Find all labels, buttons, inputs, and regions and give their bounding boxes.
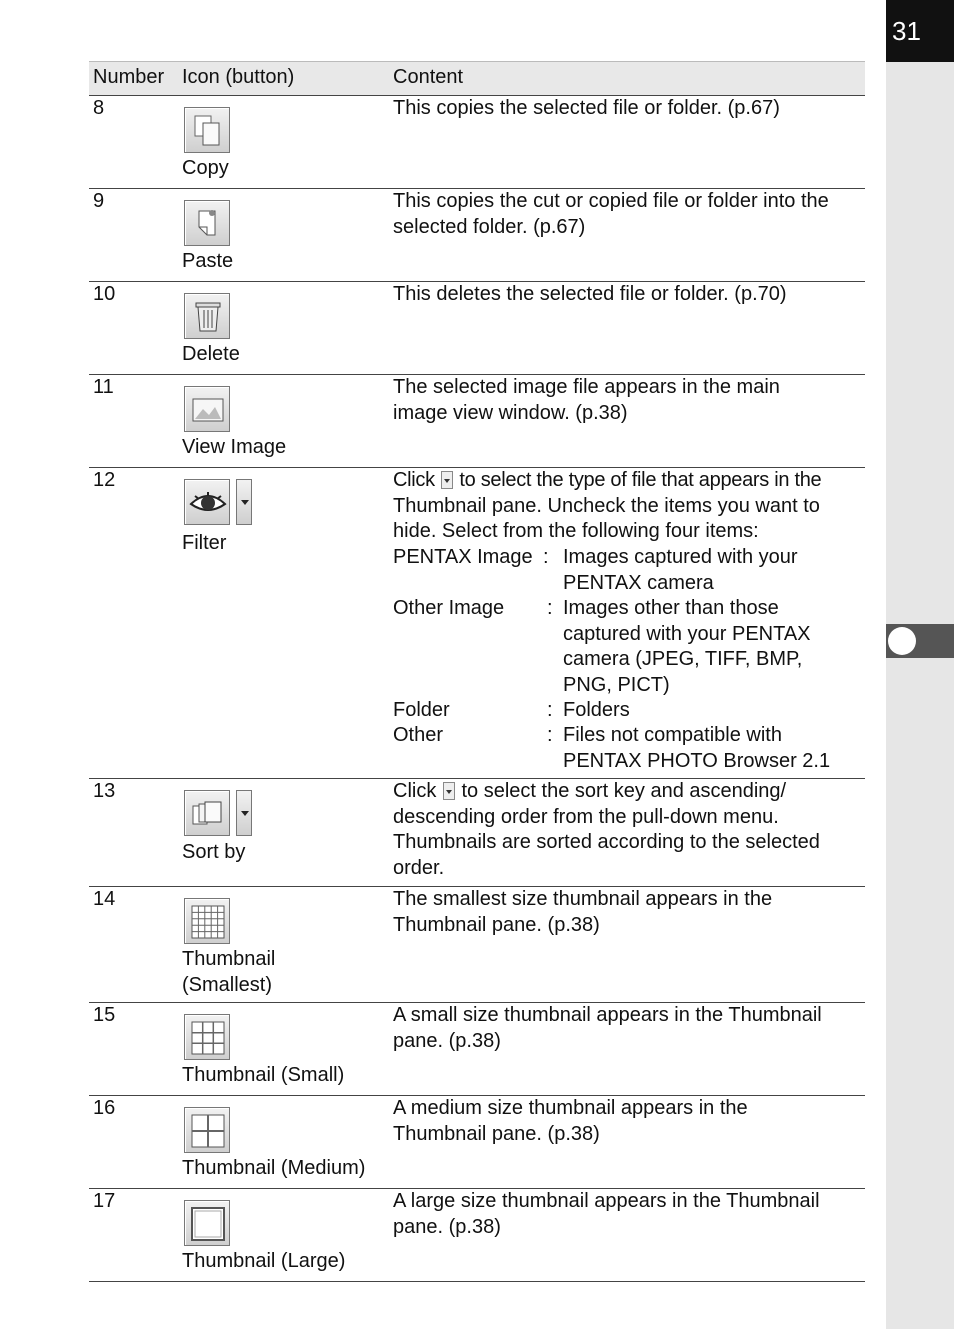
intro-rest: to select the type of file that appears in the [459,469,822,491]
table-row [89,96,865,189]
row-label [182,947,275,998]
row-label: Thumbnail (Medium) [182,1157,366,1179]
row-label: View Image [182,436,287,458]
table-row [89,779,865,887]
filter-type-sep: : [547,699,553,721]
header-number: Number [93,66,165,88]
grid-small-icon[interactable] [184,1014,230,1060]
row-number: 9 [93,190,105,212]
row-number: 17 [93,1190,116,1212]
table-row [89,1003,865,1096]
table-row [89,468,865,779]
row-label: Thumbnail (Small) [182,1064,345,1086]
filter-dropdown-button[interactable] [236,479,252,525]
filter-type-name: Other [393,724,444,746]
desc-line: Images other than those [563,597,779,619]
row-number: 16 [93,1097,116,1119]
eye-icon[interactable] [184,479,230,525]
grid-medium-icon[interactable] [184,1107,230,1153]
content-line: pane. (p.38) [393,1215,501,1238]
filter-type-name: Folder [393,699,450,721]
filter-type-sep: : [547,597,553,619]
desc-line: Folders [563,699,630,721]
row-label: Paste [182,250,234,272]
row-content [393,1003,863,1054]
row-number: 12 [93,469,116,491]
label-line: Thumbnail [182,948,276,970]
content-line: order. [393,856,445,879]
row-content [393,468,863,778]
content-line: This copies the cut or copied file or folder into the [393,190,829,212]
row-content [393,1096,863,1147]
grid-large-icon[interactable] [184,1200,230,1246]
row-number: 15 [93,1004,116,1026]
content-line: Thumbnails are sorted according to the selected [393,831,820,853]
row-number: 11 [93,376,114,398]
header-icon: Icon (button) [182,66,295,88]
row-content: This copies the selected file or folder. (p.67) [393,97,780,119]
sort-icon[interactable] [184,790,230,836]
row-content [393,887,863,938]
filter-type-desc [563,596,811,698]
table-row [89,1189,865,1282]
paste-icon[interactable] [184,200,230,246]
image-icon[interactable] [184,386,230,432]
row-label: Copy [182,157,229,179]
desc-line: Images captured with your [563,546,798,568]
content-line: The selected image file appears in the main [393,376,780,398]
filter-type-sep: : [547,724,553,746]
click-word: Click [393,780,437,802]
row-label: Delete [182,343,240,365]
row-content [393,375,863,426]
chapter-circle-icon [888,627,916,655]
label-line: (Smallest) [182,973,273,996]
table-row [89,282,865,375]
desc-line: PENTAX camera [563,571,714,594]
content-line [393,468,863,494]
content-line [393,779,863,805]
content-line: A large size thumbnail appears in the Thumbnail [393,1190,820,1212]
table-row [89,375,865,468]
row-number: 8 [93,97,105,119]
row-label: Filter [182,532,227,554]
button-reference-table [89,61,865,1282]
content-line: A small size thumbnail appears in the Thumbnail [393,1004,822,1026]
row-content [393,779,863,881]
table-row [89,887,865,1003]
intro-rest: to select the sort key and ascending/ [461,780,787,802]
content-line: The smallest size thumbnail appears in the [393,888,773,910]
row-number: 14 [93,888,116,910]
filter-type-desc [563,698,630,724]
dropdown-arrow-icon [441,471,453,489]
row-number: 10 [93,283,116,305]
desc-line: captured with your PENTAX [563,622,811,645]
filter-type-desc [563,723,830,774]
grid-smallest-icon[interactable] [184,898,230,944]
content-line: pane. (p.38) [393,1029,501,1052]
row-number: 13 [93,780,116,802]
content-line: Thumbnail pane. (p.38) [393,1122,600,1145]
row-content [393,189,863,240]
content-line: A medium size thumbnail appears in the [393,1097,748,1119]
content-line: descending order from the pull-down menu. [393,805,779,828]
click-word: Click [393,469,435,491]
header-content: Content [393,66,464,88]
content-line: Thumbnail pane. (p.38) [393,913,600,936]
table-header [89,61,865,96]
table-row [89,1096,865,1189]
row-content: This deletes the selected file or folder. (p.70) [393,283,787,305]
page-number: 31 [886,0,954,62]
table-row [89,189,865,282]
sort-dropdown-button[interactable] [236,790,252,836]
copy-icon[interactable] [184,107,230,153]
row-label: Sort by [182,841,246,863]
content-line: selected folder. (p.67) [393,215,586,238]
desc-line: camera (JPEG, TIFF, BMP, [563,648,803,670]
desc-line: PNG, PICT) [563,673,670,696]
filter-type-name: PENTAX Image [393,546,533,568]
filter-type-name: Other Image [393,597,505,619]
filter-type-desc [563,545,798,596]
side-strip [886,0,954,1329]
row-content [393,1189,863,1240]
trash-icon[interactable] [184,293,230,339]
filter-type-sep: : [543,546,549,568]
dropdown-arrow-icon [443,782,455,800]
desc-line: PENTAX PHOTO Browser 2.1 [563,749,831,772]
content-line: Thumbnail pane. Uncheck the items you want to [393,494,820,517]
desc-line: Files not compatible with [563,724,782,746]
content-line: hide. Select from the following four items: [393,520,759,542]
content-line: image view window. (p.38) [393,401,628,424]
row-label: Thumbnail (Large) [182,1250,346,1272]
